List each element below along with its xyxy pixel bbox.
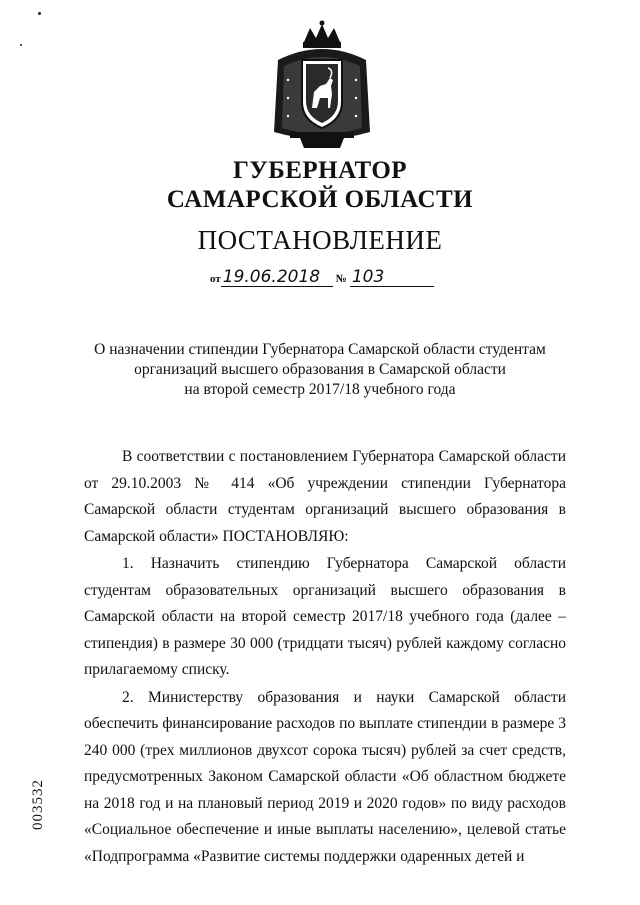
registration-stamp-number: 003532 [30, 779, 46, 830]
subject-line: О назначении стипендии Губернатора Самарской области студентам [94, 341, 546, 358]
subject-heading [80, 340, 560, 400]
handwritten-number: 103 [350, 268, 434, 287]
coat-of-arms-emblem [270, 20, 374, 152]
scan-speck [38, 12, 41, 15]
date-number-line [210, 268, 434, 287]
handwritten-date: 19.06.2018 [221, 268, 333, 287]
preamble-paragraph: В соответствии с постановлением Губернатора Самарской области от 29.10.2003 № 414 «Об учреждении стипендии Губернатора Самарской области студентам организаций высшего образования в Самарской области» ПОСТАНОВЛЯЮ: [84, 448, 566, 545]
issuer-title-line1: ГУБЕРНАТОР [232, 157, 408, 184]
document-type-heading: ПОСТАНОВЛЕНИЕ [197, 225, 443, 255]
scan-speck [20, 44, 22, 46]
number-label: № [335, 273, 347, 285]
subject-line: организаций высшего образования в Самарской области [134, 361, 506, 378]
decree-body [84, 444, 566, 870]
clause-2-paragraph: 2. Министерству образования и науки Самарской области обеспечить финансирование расходов по выплате стипендии в размере 3 240 000 (трех миллионов двухсот сорока тысяч) рублей за счет средств, предусмотренных Законом Самарской области «Об областном бюджете на 2018 год и на плановый период 2019 и 2020 годов» по виду расходов «Социальное обеспечение и иные выплаты населению», целевой статье «Подпрограмма «Развитие системы поддержки одаренных детей и [84, 688, 566, 865]
date-from-label: от [210, 273, 221, 285]
clause-1-paragraph: 1. Назначить стипендию Губернатора Самарской области студентам образовательных организаций высшего образования в Самарской области на второй семестр 2017/18 учебного года (далее – стипендия) в размере 30 000 (тридцати тысяч) рублей каждому согласно прилагаемому списку. [84, 555, 566, 678]
issuer-title-line2: САМАРСКОЙ ОБЛАСТИ [166, 186, 474, 213]
subject-line: на второй семестр 2017/18 учебного года [184, 381, 456, 398]
